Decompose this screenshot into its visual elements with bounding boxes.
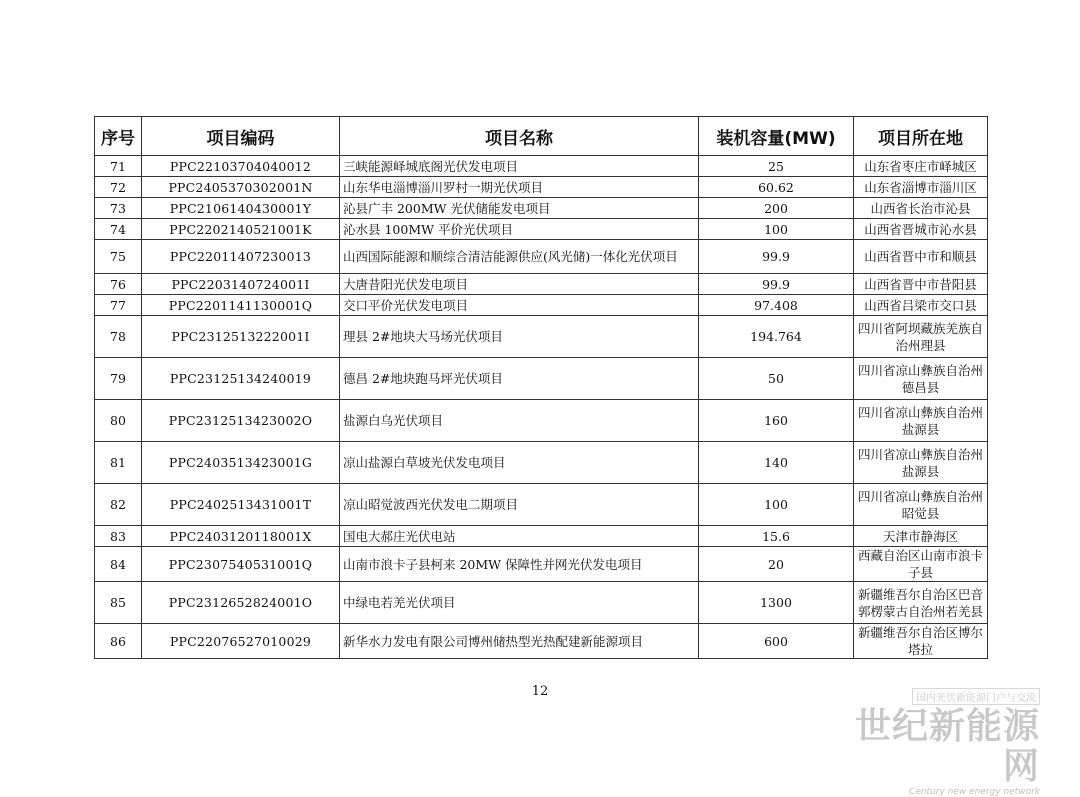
cell-name: 德昌 2#地块跑马坪光伏项目 bbox=[340, 358, 699, 400]
cell-name: 三峡能源峄城底阁光伏发电项目 bbox=[340, 156, 699, 177]
cell-location: 山东省枣庄市峄城区 bbox=[854, 156, 988, 177]
cell-seq: 72 bbox=[95, 177, 142, 198]
cell-code: PPC2203140724001I bbox=[142, 274, 340, 295]
cell-capacity: 97.408 bbox=[699, 295, 854, 316]
cell-capacity: 200 bbox=[699, 198, 854, 219]
table-row bbox=[95, 400, 988, 442]
cell-seq: 85 bbox=[95, 582, 142, 624]
cell-name: 盐源白乌光伏项目 bbox=[340, 400, 699, 442]
table-row bbox=[95, 156, 988, 177]
table-row bbox=[95, 240, 988, 274]
cell-location: 山西省长治市沁县 bbox=[854, 198, 988, 219]
cell-code: PPC2201141130001Q bbox=[142, 295, 340, 316]
header-capacity: 装机容量(MW) bbox=[699, 117, 854, 156]
cell-location: 四川省凉山彝族自治州德昌县 bbox=[854, 358, 988, 400]
cell-name: 国电大郝庄光伏电站 bbox=[340, 526, 699, 547]
header-code: 项目编码 bbox=[142, 117, 340, 156]
cell-capacity: 99.9 bbox=[699, 240, 854, 274]
table-row bbox=[95, 219, 988, 240]
table-row bbox=[95, 295, 988, 316]
cell-location: 四川省凉山彝族自治州盐源县 bbox=[854, 442, 988, 484]
cell-capacity: 15.6 bbox=[699, 526, 854, 547]
cell-code: PPC23125134240019 bbox=[142, 358, 340, 400]
cell-seq: 80 bbox=[95, 400, 142, 442]
cell-name: 中绿电若羌光伏项目 bbox=[340, 582, 699, 624]
watermark-logo bbox=[840, 686, 1040, 797]
cell-name: 山南市浪卡子县柯来 20MW 保障性并网光伏发电项目 bbox=[340, 547, 699, 582]
cell-location: 新疆维吾尔自治区博尔塔拉 bbox=[854, 624, 988, 659]
cell-code: PPC22076527010029 bbox=[142, 624, 340, 659]
cell-seq: 86 bbox=[95, 624, 142, 659]
cell-capacity: 25 bbox=[699, 156, 854, 177]
cell-location: 天津市静海区 bbox=[854, 526, 988, 547]
cell-capacity: 50 bbox=[699, 358, 854, 400]
cell-capacity: 60.62 bbox=[699, 177, 854, 198]
table-header-row bbox=[95, 117, 988, 156]
cell-seq: 76 bbox=[95, 274, 142, 295]
table-row bbox=[95, 484, 988, 526]
cell-location: 四川省阿坝藏族羌族自治州理县 bbox=[854, 316, 988, 358]
cell-capacity: 1300 bbox=[699, 582, 854, 624]
cell-code: PPC22011407230013 bbox=[142, 240, 340, 274]
cell-capacity: 160 bbox=[699, 400, 854, 442]
cell-seq: 75 bbox=[95, 240, 142, 274]
cell-seq: 78 bbox=[95, 316, 142, 358]
cell-code: PPC22103704040012 bbox=[142, 156, 340, 177]
table-row bbox=[95, 358, 988, 400]
table-row bbox=[95, 526, 988, 547]
cell-code: PPC2405370302001N bbox=[142, 177, 340, 198]
cell-location: 山西省晋中市和顺县 bbox=[854, 240, 988, 274]
cell-name: 理县 2#地块大马场光伏项目 bbox=[340, 316, 699, 358]
cell-capacity: 100 bbox=[699, 219, 854, 240]
cell-seq: 71 bbox=[95, 156, 142, 177]
watermark-title: 世纪新能源网 bbox=[854, 706, 1040, 787]
header-location: 项目所在地 bbox=[854, 117, 988, 156]
cell-name: 凉山昭觉波西光伏发电二期项目 bbox=[340, 484, 699, 526]
page-number: 12 bbox=[531, 684, 549, 699]
table-row bbox=[95, 547, 988, 582]
cell-location: 山西省晋城市沁水县 bbox=[854, 219, 988, 240]
cell-name: 山东华电淄博淄川罗村一期光伏项目 bbox=[340, 177, 699, 198]
cell-location: 山西省晋中市昔阳县 bbox=[854, 274, 988, 295]
cell-name: 交口平价光伏发电项目 bbox=[340, 295, 699, 316]
watermark-subtitle: 国内光伏新能源门户与交流 bbox=[912, 688, 1040, 705]
cell-capacity: 600 bbox=[699, 624, 854, 659]
header-seq: 序号 bbox=[95, 117, 142, 156]
cell-capacity: 100 bbox=[699, 484, 854, 526]
cell-seq: 82 bbox=[95, 484, 142, 526]
cell-code: PPC2312652824001O bbox=[142, 582, 340, 624]
cell-location: 四川省凉山彝族自治州昭觉县 bbox=[854, 484, 988, 526]
cell-name: 山西国际能源和顺综合清洁能源供应(风光储)一体化光伏项目 bbox=[340, 240, 699, 274]
cell-seq: 84 bbox=[95, 547, 142, 582]
table-row bbox=[95, 177, 988, 198]
cell-seq: 79 bbox=[95, 358, 142, 400]
table-row bbox=[95, 442, 988, 484]
cell-seq: 73 bbox=[95, 198, 142, 219]
watermark-english: Century new energy network bbox=[908, 787, 1040, 797]
table-row bbox=[95, 582, 988, 624]
table-row bbox=[95, 624, 988, 659]
cell-code: PPC2403120118001X bbox=[142, 526, 340, 547]
cell-capacity: 140 bbox=[699, 442, 854, 484]
table-row bbox=[95, 316, 988, 358]
cell-code: PPC2307540531001Q bbox=[142, 547, 340, 582]
cell-seq: 83 bbox=[95, 526, 142, 547]
cell-code: PPC2312513423002O bbox=[142, 400, 340, 442]
cell-location: 山东省淄博市淄川区 bbox=[854, 177, 988, 198]
table-row bbox=[95, 198, 988, 219]
cell-capacity: 194.764 bbox=[699, 316, 854, 358]
cell-location: 山西省吕梁市交口县 bbox=[854, 295, 988, 316]
cell-code: PPC2202140521001K bbox=[142, 219, 340, 240]
cell-capacity: 99.9 bbox=[699, 274, 854, 295]
cell-seq: 74 bbox=[95, 219, 142, 240]
cell-name: 沁县广丰 200MW 光伏储能发电项目 bbox=[340, 198, 699, 219]
cell-location: 四川省凉山彝族自治州盐源县 bbox=[854, 400, 988, 442]
cell-location: 新疆维吾尔自治区巴音郭楞蒙古自治州若羌县 bbox=[854, 582, 988, 624]
cell-code: PPC2312513222001I bbox=[142, 316, 340, 358]
cell-seq: 77 bbox=[95, 295, 142, 316]
cell-capacity: 20 bbox=[699, 547, 854, 582]
cell-name: 新华水力发电有限公司博州储热型光热配建新能源项目 bbox=[340, 624, 699, 659]
cell-location: 西藏自治区山南市浪卡子县 bbox=[854, 547, 988, 582]
cell-code: PPC2402513431001T bbox=[142, 484, 340, 526]
table-body bbox=[95, 156, 988, 659]
cell-name: 沁水县 100MW 平价光伏项目 bbox=[340, 219, 699, 240]
cell-code: PPC2403513423001G bbox=[142, 442, 340, 484]
cell-name: 大唐昔阳光伏发电项目 bbox=[340, 274, 699, 295]
cell-seq: 81 bbox=[95, 442, 142, 484]
project-table bbox=[94, 116, 988, 659]
header-name: 项目名称 bbox=[340, 117, 699, 156]
table-row bbox=[95, 274, 988, 295]
cell-code: PPC2106140430001Y bbox=[142, 198, 340, 219]
cell-name: 凉山盐源白草坡光伏发电项目 bbox=[340, 442, 699, 484]
